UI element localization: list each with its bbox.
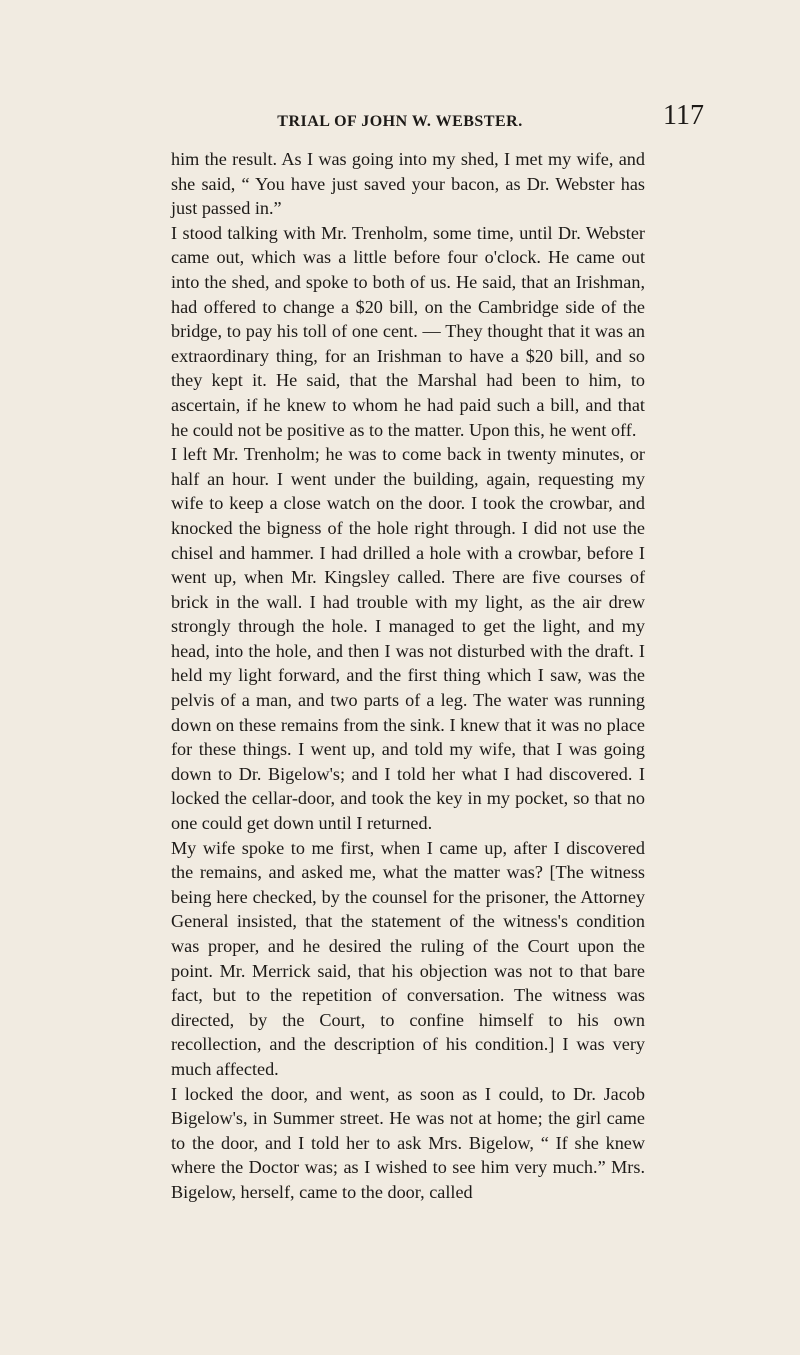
paragraph: him the result. As I was going into my shed, I met my wife, and she said, “ You have just saved your bacon, as Dr. Webster has just passed in.” xyxy=(171,149,645,219)
paragraph: I left Mr. Trenholm; he was to come back in twenty minutes, or half an hour. I went under the building, again, requesting my wife to keep a close watch on the door. I took the crowbar, and knocked the bigness of the hole right through. I did not use the chisel and hammer. I had drilled a hole with a crowbar, before I went up, when Mr. Kingsley called. There are five courses of brick in the wall. I had trouble with my light, as the air drew strongly through the hole. I managed to get the light, and my head, into the hole, and then I was not disturbed with the draft. I held my light forward, and the first thing which I saw, was the pelvis of a man, and two parts of a leg. The water was running down on these remains from the sink. I knew that it was no place for these things. I went up, and told my wife, that I was going down to Dr. Bigelow's; and I told her what I had discovered. I locked the cellar-door, and took the key in my pocket, so that no one could get down until I returned. xyxy=(171,444,645,834)
running-header-title: TRIAL OF JOHN W. WEBSTER. xyxy=(277,113,523,130)
running-header xyxy=(205,113,595,131)
page-number: 117 xyxy=(663,100,704,131)
paragraph: My wife spoke to me first, when I came up, after I discovered the remains, and asked me, what the matter was? [The witness being here checked, by the counsel for the prisoner, the Attorney General insisted, that the statement of the witness's condition was proper, and he desired the ruling of the Court upon the point. Mr. Merrick said, that his objection was not to that bare fact, but to the repetition of conversation. The witness was directed, by the Court, to confine himself to his own recollection, and the description of his condition.] I was very much affected. xyxy=(171,837,645,1079)
paragraph: I locked the door, and went, as soon as I could, to Dr. Jacob Bigelow's, in Summer street. He was not at home; the girl came to the door, and I told her to ask Mrs. Bigelow, “ If she knew where the Doctor was; as I wished to see him very much.” Mrs. Bigelow, herself, came to the door, called xyxy=(171,1083,645,1202)
body-text xyxy=(171,147,645,1205)
paragraph: I stood talking with Mr. Trenholm, some time, until Dr. Webster came out, which was a little before four o'clock. He came out into the shed, and spoke to both of us. He said, that an Irishman, had offered to change a $20 bill, on the Cambridge side of the bridge, to pay his toll of one cent. — They thought that it was an extraordinary thing, for an Irishman to have a $20 bill, and so they kept it. He said, that the Marshal had been to him, to ascertain, if he knew to whom he had paid such a bill, and that he could not be positive as to the matter. Upon this, he went off. xyxy=(171,222,645,440)
